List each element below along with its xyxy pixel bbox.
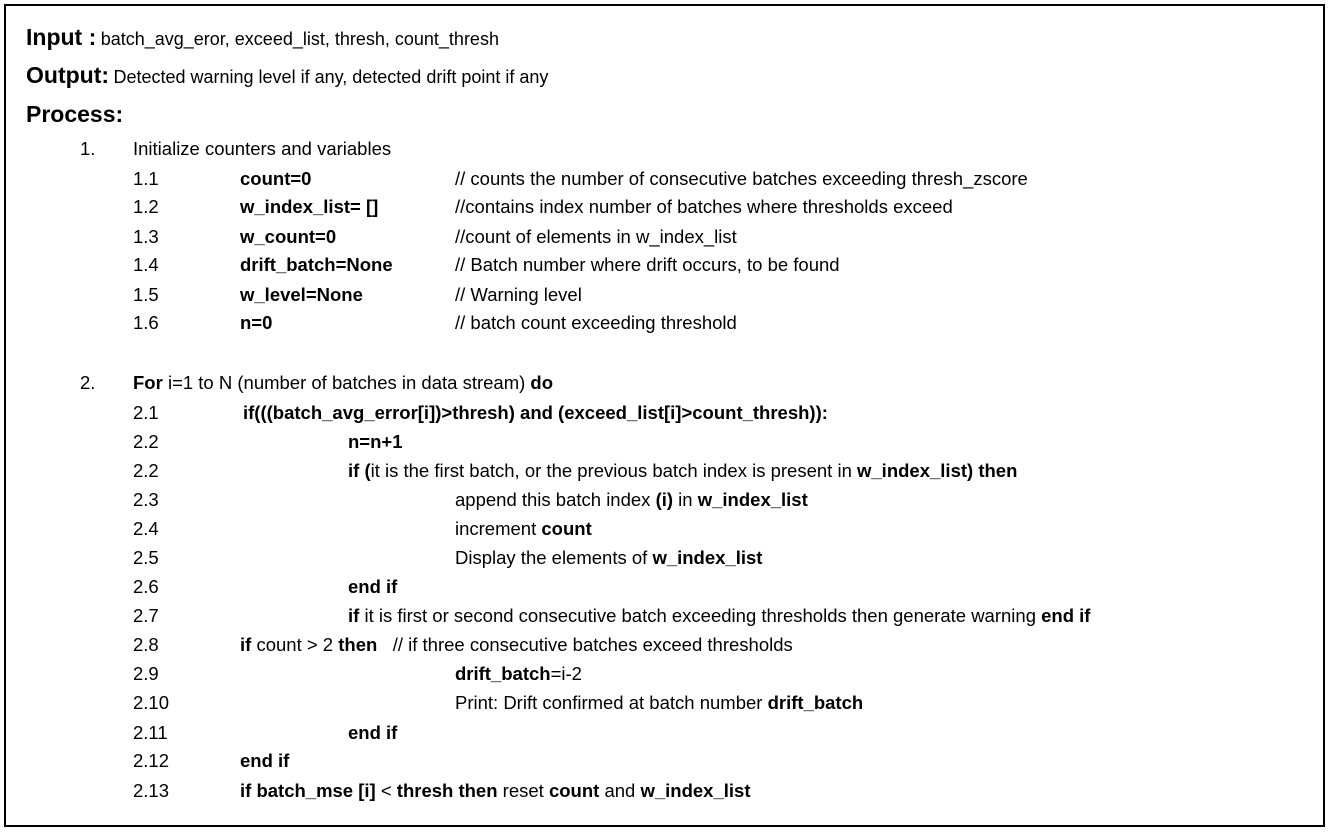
statement-text: count > 2 — [251, 634, 339, 655]
if-keyword: if ( — [348, 460, 371, 481]
reset-statement — [240, 779, 750, 803]
end-if-keyword: end if — [348, 722, 398, 743]
count-keyword: count — [548, 780, 600, 801]
then-keyword: then — [338, 634, 378, 655]
line-number: 2.8 — [133, 634, 159, 655]
line-number: 2.12 — [133, 750, 170, 771]
line-number: 2.13 — [133, 780, 170, 801]
input-label: Input : — [26, 24, 97, 50]
append-statement — [455, 488, 808, 512]
drift-batch-keyword: drift_batch — [455, 663, 551, 684]
count-keyword: count — [541, 518, 592, 539]
variable-code: w_count=0 — [240, 226, 337, 247]
variable-code: w_index_list= [] — [240, 196, 379, 217]
if-keyword: if batch_mse [i] — [240, 780, 376, 801]
line-number: 2.11 — [133, 722, 168, 743]
line-number: 2.2 — [133, 460, 159, 481]
code-comment: //count of elements in w_index_list — [455, 226, 737, 247]
output-line — [26, 62, 548, 89]
list-keyword: w_index_list — [652, 547, 763, 568]
index-keyword: (i) — [655, 489, 674, 510]
statement-text: Print: Drift confirmed at batch number — [455, 692, 768, 713]
step-number: 1. — [80, 138, 96, 159]
input-value: batch_avg_eror, exceed_list, thresh, count_thresh — [100, 29, 499, 49]
condition-text: it is the first batch, or the previous batch index is present in — [370, 460, 857, 481]
code-comment: // batch count exceeding threshold — [455, 312, 737, 333]
for-keyword: For — [133, 372, 163, 393]
drift-assign-statement — [455, 662, 582, 686]
step-text: Initialize counters and variables — [133, 138, 392, 159]
then-keyword: w_index_list) then — [857, 460, 1018, 481]
if-keyword: if — [348, 605, 360, 626]
line-number: 2.6 — [133, 576, 159, 597]
if-condition: if(((batch_avg_error[i])>thresh) and (exceed_list[i]>count_thresh)): — [243, 402, 828, 423]
for-range: i=1 to N (number of batches in data stream) — [162, 372, 531, 393]
statement-text: < — [375, 780, 397, 801]
for-loop-statement — [133, 371, 553, 395]
line-number: 2.2 — [133, 431, 159, 452]
line-number: 2.7 — [133, 605, 159, 626]
print-statement — [455, 691, 863, 715]
statement-text: reset — [497, 780, 549, 801]
do-keyword: do — [530, 372, 554, 393]
statement-text: increment — [455, 518, 542, 539]
process-label: Process: — [26, 101, 124, 127]
then-keyword: thresh then — [396, 780, 498, 801]
code-comment: // counts the number of consecutive batches exceeding thresh_zscore — [455, 168, 1028, 189]
statement-text: =i-2 — [550, 663, 582, 684]
line-number: 1.6 — [133, 312, 159, 333]
line-number: 1.4 — [133, 254, 159, 275]
end-if-keyword: end if — [348, 576, 398, 597]
line-number: 2.5 — [133, 547, 159, 568]
list-keyword: w_index_list — [697, 489, 808, 510]
input-line — [26, 24, 499, 51]
drift-batch-keyword: drift_batch — [767, 692, 864, 713]
list-keyword: w_index_list — [640, 780, 751, 801]
line-number: 1.1 — [133, 168, 159, 189]
code-comment: // Batch number where drift occurs, to be found — [455, 254, 840, 275]
line-number: 2.3 — [133, 489, 159, 510]
statement-text: append this batch index — [455, 489, 656, 510]
line-number: 2.9 — [133, 663, 159, 684]
variable-code: n=0 — [240, 312, 273, 333]
if-statement — [348, 459, 1017, 483]
count-check-statement — [240, 633, 793, 657]
increment-statement: n=n+1 — [348, 431, 403, 452]
output-value: Detected warning level if any, detected drift point if any — [113, 67, 549, 87]
variable-code: count=0 — [240, 168, 312, 189]
statement-text: in — [673, 489, 698, 510]
code-comment: //contains index number of batches where thresholds exceed — [455, 196, 953, 217]
line-number: 2.1 — [133, 402, 159, 423]
code-comment: // if three consecutive batches exceed thresholds — [377, 634, 793, 655]
code-comment: // Warning level — [455, 284, 582, 305]
line-number: 1.3 — [133, 226, 159, 247]
variable-code: w_level=None — [240, 284, 363, 305]
if-keyword: if — [240, 634, 252, 655]
statement-text: Display the elements of — [455, 547, 653, 568]
line-number: 2.10 — [133, 692, 170, 713]
increment-count-statement — [455, 517, 592, 541]
statement-text: it is first or second consecutive batch exceeding thresholds then generate warning — [359, 605, 1042, 626]
step-number: 2. — [80, 372, 96, 393]
end-if-keyword: end if — [240, 750, 290, 771]
warning-statement — [348, 604, 1090, 628]
line-number: 1.5 — [133, 284, 159, 305]
end-if-keyword: end if — [1041, 605, 1091, 626]
display-statement — [455, 546, 762, 570]
variable-code: drift_batch=None — [240, 254, 393, 275]
statement-text: and — [599, 780, 641, 801]
process-line — [26, 101, 123, 128]
line-number: 2.4 — [133, 518, 159, 539]
output-label: Output: — [26, 62, 110, 88]
line-number: 1.2 — [133, 196, 159, 217]
